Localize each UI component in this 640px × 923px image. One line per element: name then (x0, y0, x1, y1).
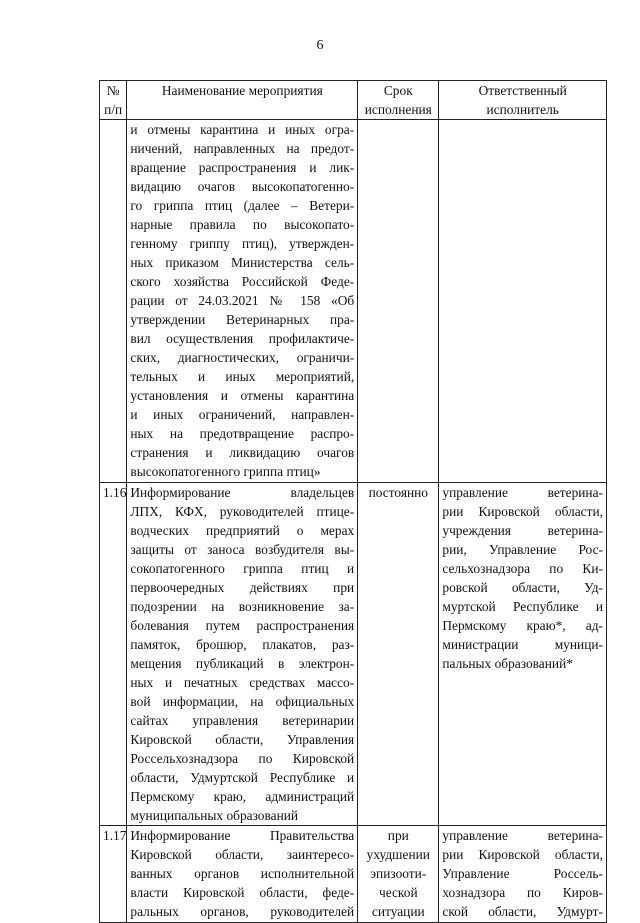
responsible-line: сельхознадзора по Ки- (442, 561, 603, 576)
measure-name-cell (127, 826, 358, 923)
measure-name-line: ванных органов исполнительной (130, 866, 355, 881)
measure-name-line: Кировской области, заинтересо- (130, 847, 355, 862)
responsible-line: министрации муници- (442, 637, 603, 652)
header-name (127, 81, 358, 120)
table-row (100, 483, 607, 826)
term-line: ситуации (371, 904, 425, 919)
measure-name-line: вой информации, на официальных (130, 694, 355, 709)
measure-name-line: подозрении на возникновение за- (130, 599, 355, 614)
header-responsible-line: Ответственный (478, 83, 567, 98)
measure-name-line: и иных ограничений, направлен- (130, 407, 355, 422)
measure-name-line: Кировской области, Управления (130, 732, 355, 747)
responsible-line: учреждения ветерина- (442, 523, 603, 538)
responsible-line: муртской Республике и (442, 599, 603, 614)
header-responsible-line: исполнитель (486, 102, 559, 117)
measure-name-line: области, Удмуртской Республике и (130, 770, 355, 785)
responsible-line: ской области, Удмурт- (442, 904, 603, 919)
term-cell (358, 826, 439, 923)
measure-name-line: генному гриппу птиц), утвержден- (130, 236, 355, 251)
measure-name-line: Информирование владельцев (130, 485, 355, 500)
row-number: 1.17 (100, 826, 127, 923)
measure-name-line: памяток, брошюр, плакатов, раз- (130, 637, 355, 652)
term-line: при (387, 828, 409, 843)
responsible-line: рии, Управление Рос- (442, 542, 603, 557)
measure-name-line: ских, диагностических, ограничи- (130, 350, 355, 365)
header-num (100, 81, 127, 120)
responsible-cell (439, 826, 607, 923)
measure-name-line: видацию очагов высокопатогенно- (130, 179, 355, 194)
measure-name-line: муниципальных образований (130, 808, 299, 823)
measure-name-line: ных приказом Министерства сель- (130, 255, 355, 270)
measure-name-line: го гриппа птиц (далее – Ветери- (130, 198, 355, 213)
header-term-line: Срок (383, 83, 413, 98)
measure-name-line: установления и отмены карантина (130, 388, 355, 403)
measure-name-line: утверждении Ветеринарных пра- (130, 312, 355, 327)
measure-name-line: власти Кировской области, феде- (130, 885, 355, 900)
responsible-line: рии Кировской области, (442, 847, 603, 862)
measure-name-line: Пермскому краю, администраций (130, 789, 355, 804)
measure-name-line: ского хозяйства Российской Феде- (130, 274, 355, 289)
header-num-line: п/п (104, 102, 123, 117)
responsible-line: рии Кировской области, (442, 504, 603, 519)
measure-name-line: и отмены карантина и иных огра- (130, 122, 355, 137)
measure-name-line: ЛПХ, КФХ, руководителей птице- (130, 504, 355, 519)
responsible-line: Пермскому краю*, ад- (442, 618, 603, 633)
measure-name-line: сокопатогенного гриппа птиц и (130, 561, 355, 576)
measure-name-line: сайтах управления ветеринарии (130, 713, 355, 728)
measure-name-line: вил осуществления профилактиче- (130, 331, 355, 346)
term-cell (358, 483, 439, 826)
term-line: постоянно (368, 485, 429, 500)
responsible-cell (439, 120, 607, 483)
measure-name-cell (127, 120, 358, 483)
measure-name-line: нарные правила по высокопато- (130, 217, 355, 232)
responsible-line: управление ветерина- (442, 485, 603, 500)
table-row (100, 120, 607, 483)
measures-table (99, 80, 607, 923)
header-name-line: Наименование мероприятия (161, 83, 323, 98)
measure-name-line: ничений, направленных на предот- (130, 141, 355, 156)
measure-name-line: вращение распространения и лик- (130, 160, 355, 175)
measure-name-line: ральных органов, руководителей (130, 904, 355, 919)
term-line: эпизооти- (370, 866, 427, 881)
term-line: ухудшении (366, 847, 430, 862)
responsible-line: управление ветерина- (442, 828, 603, 843)
page-number: 6 (316, 38, 324, 53)
measure-name-cell (127, 483, 358, 826)
header-responsible (439, 81, 607, 120)
row-number: 1.16 (100, 483, 127, 826)
responsible-line: пальных образований* (442, 656, 573, 671)
measure-name-line: Информирование Правительства (130, 828, 355, 843)
measure-name-line: защиты от заноса возбудителя вы- (130, 542, 355, 557)
header-term-line: исполнения (364, 102, 432, 117)
table-row (100, 826, 607, 923)
term-line: ческой (378, 885, 418, 900)
measure-name-line: высокопатогенного гриппа птиц» (130, 464, 321, 479)
measure-name-line: рации от 24.03.2021 № 158 «Об (130, 293, 355, 308)
measure-name-line: ных и печатных средствах массо- (130, 675, 355, 690)
responsible-cell (439, 483, 607, 826)
measure-name-line: первоочередных действиях при (130, 580, 355, 595)
responsible-line: ровской области, Уд- (442, 580, 603, 595)
measure-name-line: ных на предотвращение распро- (130, 426, 355, 441)
measure-name-line: водческих предприятий о мерах (130, 523, 355, 538)
measure-name-line: мещения публикаций в электрон- (130, 656, 355, 671)
header-num-line: № (106, 83, 120, 98)
header-term (358, 81, 439, 120)
measure-name-line: странения и ликвидацию очагов (130, 445, 355, 460)
responsible-line: хознадзора по Киров- (442, 885, 603, 900)
measure-name-line: болевания путем распространения (130, 618, 355, 633)
row-number (100, 120, 127, 483)
table-header-row (100, 81, 607, 120)
responsible-line: Управление Россель- (442, 866, 603, 881)
term-cell (358, 120, 439, 483)
measure-name-line: Россельхознадзора по Кировской (130, 751, 355, 766)
measure-name-line: тельных и иных мероприятий, (130, 369, 355, 384)
